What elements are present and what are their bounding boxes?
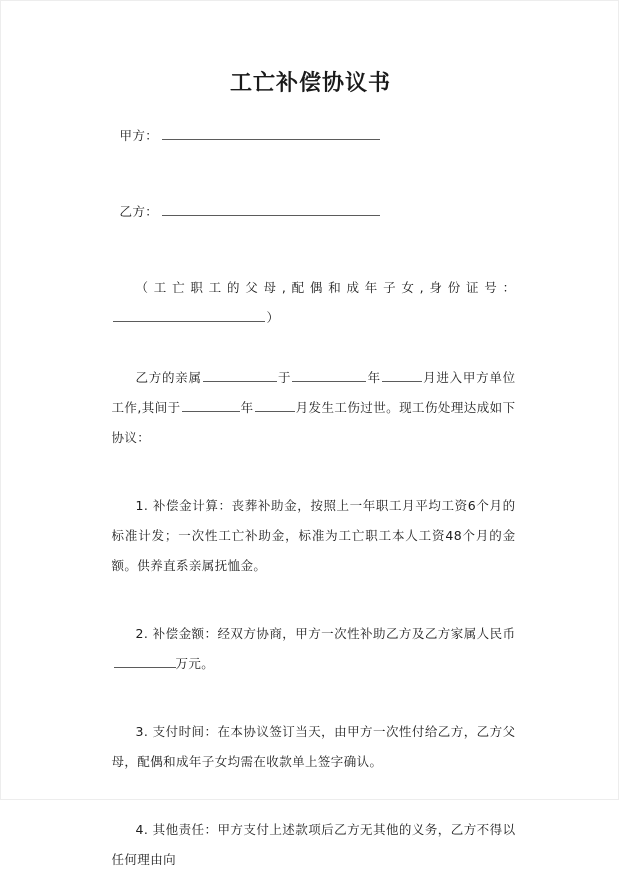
spacer — [112, 333, 516, 363]
amount-input-line[interactable] — [114, 654, 176, 668]
party-a-row — [112, 121, 516, 151]
party-b-row — [112, 197, 516, 227]
clause-1-text: 补偿金计算：丧葬补助金，按照上一年职工月平均工资6个月的标准计发；一次性工亡补助金，标准为工亡职工本人工资48个月的金额。供养直系亲属抚恤金。 — [111, 498, 516, 573]
start-month-input-line[interactable] — [382, 368, 422, 382]
close-paren: ） — [266, 310, 280, 325]
relative-name-input-line[interactable] — [203, 368, 277, 382]
clause-4-text: 其他责任：甲方支付上述款项后乙方无其他的义务，乙方不得以任何理由向 — [111, 822, 516, 867]
clause-3 — [112, 717, 516, 777]
spacer — [112, 453, 516, 491]
spacer — [112, 227, 516, 273]
clause-1-number: 1. — [135, 498, 149, 513]
spacer — [112, 151, 516, 197]
clause-3-number: 3. — [135, 724, 149, 739]
document-body — [1, 1, 620, 867]
intro-paragraph — [112, 363, 516, 453]
clause-2 — [112, 619, 516, 679]
party-b-label: 乙方： — [119, 204, 159, 219]
document-content — [106, 121, 516, 875]
clause-2-prefix: 补偿金额：经双方协商，甲方一次性补助乙方及乙方家属人民币 — [152, 626, 516, 641]
clause-4-number: 4. — [135, 822, 149, 837]
intro-segment-2: 于 — [277, 370, 292, 385]
id-note-paragraph — [112, 273, 516, 333]
intro-segment-5: 年 — [240, 400, 254, 415]
accident-month-input-line[interactable] — [255, 398, 295, 412]
intro-segment-1: 乙方的亲属 — [135, 370, 202, 385]
clause-3-text: 支付时间：在本协议签订当天，由甲方一次性付给乙方，乙方父母，配偶和成年子女均需在收款单上签字确认。 — [111, 724, 516, 769]
page-title: 工亡补偿协议书 — [229, 71, 391, 96]
clause-4 — [112, 815, 516, 875]
spacer — [112, 581, 516, 619]
spacer — [1, 99, 620, 121]
id-number-input-line[interactable] — [113, 308, 265, 322]
spacer — [112, 679, 516, 717]
intro-segment-6: 月发生工伤过世。现工伤处理达成如下协议： — [111, 400, 516, 445]
clause-2-suffix: 万元。 — [175, 656, 215, 671]
start-year-input-line[interactable] — [292, 368, 366, 382]
intro-segment-4: 月进入甲方单位工作,其间于 — [111, 370, 516, 415]
open-paren: （ — [135, 280, 154, 295]
clause-2-number: 2. — [135, 626, 149, 641]
clause-1 — [112, 491, 516, 581]
intro-segment-3: 年 — [367, 370, 381, 385]
id-note-text: 工亡职工的父母,配偶和成年子女,身份证号： — [153, 280, 516, 295]
party-a-input-line[interactable] — [162, 126, 380, 140]
party-b-input-line[interactable] — [162, 202, 380, 216]
accident-year-input-line[interactable] — [182, 398, 240, 412]
party-a-label: 甲方： — [119, 128, 159, 143]
spacer — [112, 777, 516, 815]
